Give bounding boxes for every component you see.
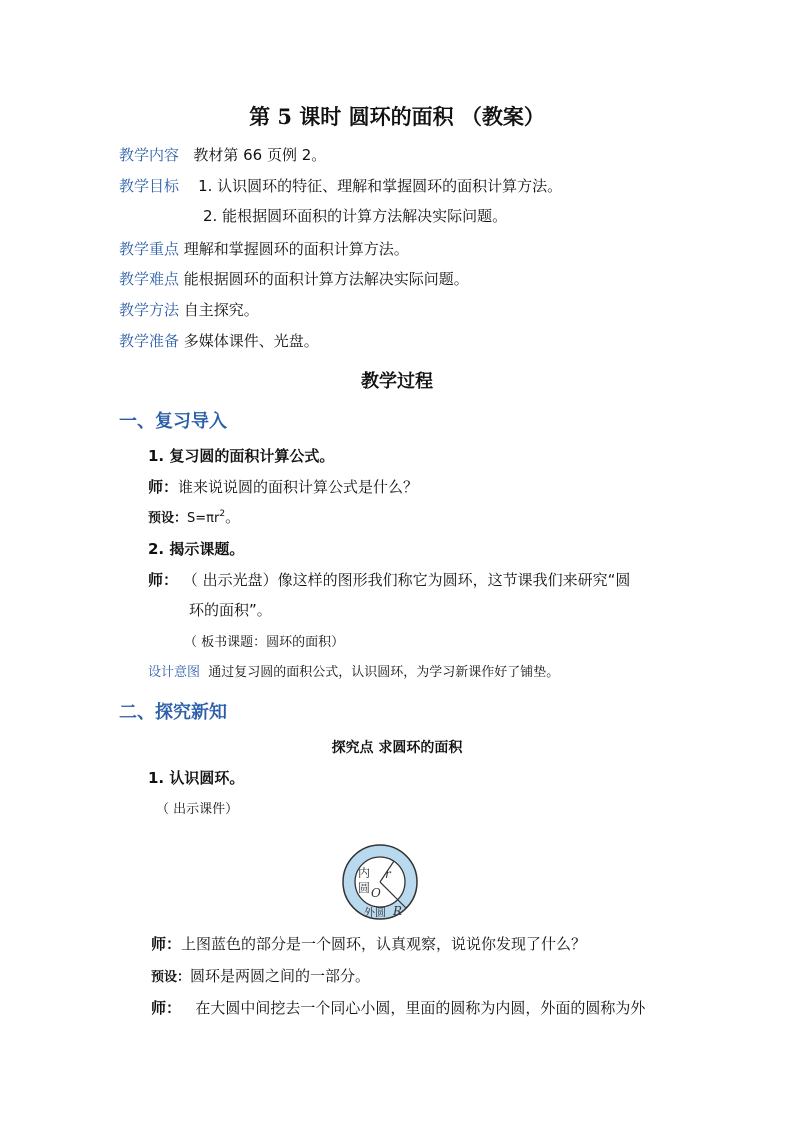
- outer-label: 外圆: [364, 906, 386, 919]
- outer-radius-label: R: [393, 904, 403, 918]
- info-label: 教学准备: [119, 332, 180, 350]
- speaker-label: 师：: [151, 935, 182, 953]
- inner-label-2: 圆: [358, 881, 371, 895]
- section-heading-explore: 二、探究新知: [119, 702, 227, 723]
- info-label: 教学难点: [119, 270, 180, 288]
- teacher-text: （ 出示光盘）像这样的图形我们称它为圆环，这节课我们来研究“圆: [182, 571, 631, 589]
- page-title: 第 5 课时 圆环的面积 （教案）: [249, 104, 545, 129]
- info-text: 理解和掌握圆环的面积计算方法。: [183, 240, 409, 258]
- info-text: 2. 能根据圆环面积的计算方法解决实际问题。: [203, 207, 508, 225]
- teacher-text: 谁来说说圆的面积计算公式是什么？: [178, 478, 419, 496]
- annulus-figure: [337, 842, 423, 922]
- info-label: 教学方法: [119, 301, 180, 319]
- process-heading: 教学过程: [361, 371, 433, 392]
- teacher-line-cont: 环的面积”。: [189, 601, 272, 619]
- formula-end: 。: [225, 508, 241, 526]
- teacher-text: 在大圆中间挖去一个同心小圆，里面的圆称为内圆，外面的圆称为外: [195, 999, 646, 1017]
- speaker-label: 师：: [148, 571, 179, 589]
- info-text: 1. 认识圆环的特征、理解和掌握圆环的面积计算方法。: [198, 177, 563, 195]
- info-label: 教学内容: [119, 146, 180, 164]
- teacher-line: [148, 570, 630, 590]
- section-heading-review: 一、复习导入: [119, 411, 227, 432]
- info-row-goals: [119, 176, 562, 196]
- info-row-goal-2: [203, 206, 507, 226]
- speaker-label: 预设：: [151, 970, 191, 985]
- intent-text: 通过复习圆的面积公式，认识圆环，为学习新课作好了铺垫。: [208, 665, 560, 680]
- teacher-line: [148, 477, 418, 497]
- step-review-formula: 1. 复习圆的面积计算公式。: [148, 447, 335, 465]
- courseware-note: （ 出示课件）: [156, 802, 239, 817]
- speaker-label: 师：: [151, 999, 182, 1017]
- info-text: 教材第 66 页例 2。: [193, 146, 327, 164]
- info-row-difficulty: [119, 269, 469, 289]
- info-text: 多媒体课件、光盘。: [183, 332, 319, 350]
- board-note: （ 板书课题：圆环的面积）: [184, 635, 345, 650]
- info-row-prep: [119, 331, 319, 351]
- info-label: 教学目标: [119, 177, 180, 195]
- design-intent: [148, 663, 559, 683]
- info-row-method: [119, 300, 259, 320]
- step-know-ring: 1. 认识圆环。: [148, 769, 245, 787]
- inner-label-1: 内: [358, 866, 371, 880]
- inner-radius-label: r: [385, 867, 391, 881]
- intent-label: 设计意图: [148, 665, 201, 680]
- teacher-line: [151, 998, 645, 1018]
- info-label: 教学重点: [119, 240, 180, 258]
- speaker-label: 师：: [148, 478, 179, 496]
- preset-text: 圆环是两圆之间的一部分。: [190, 967, 371, 985]
- speaker-label: 预设：: [148, 511, 188, 526]
- info-row-focus: [119, 239, 409, 259]
- info-row-content: [119, 145, 326, 165]
- teacher-line: [151, 934, 586, 954]
- preset-line: [148, 507, 240, 529]
- info-text: 自主探究。: [183, 301, 259, 319]
- step-reveal-topic: 2. 揭示课题。: [148, 540, 245, 558]
- teacher-text: 上图蓝色的部分是一个圆环，认真观察，说说你发现了什么？: [181, 935, 587, 953]
- formula-text: S=πr: [187, 511, 220, 526]
- formula-exponent: 2: [219, 509, 226, 519]
- explore-point: 探究点 求圆环的面积: [331, 740, 463, 756]
- info-text: 能根据圆环的面积计算方法解决实际问题。: [183, 270, 469, 288]
- center-label: O: [371, 886, 381, 900]
- preset-line: [151, 966, 370, 988]
